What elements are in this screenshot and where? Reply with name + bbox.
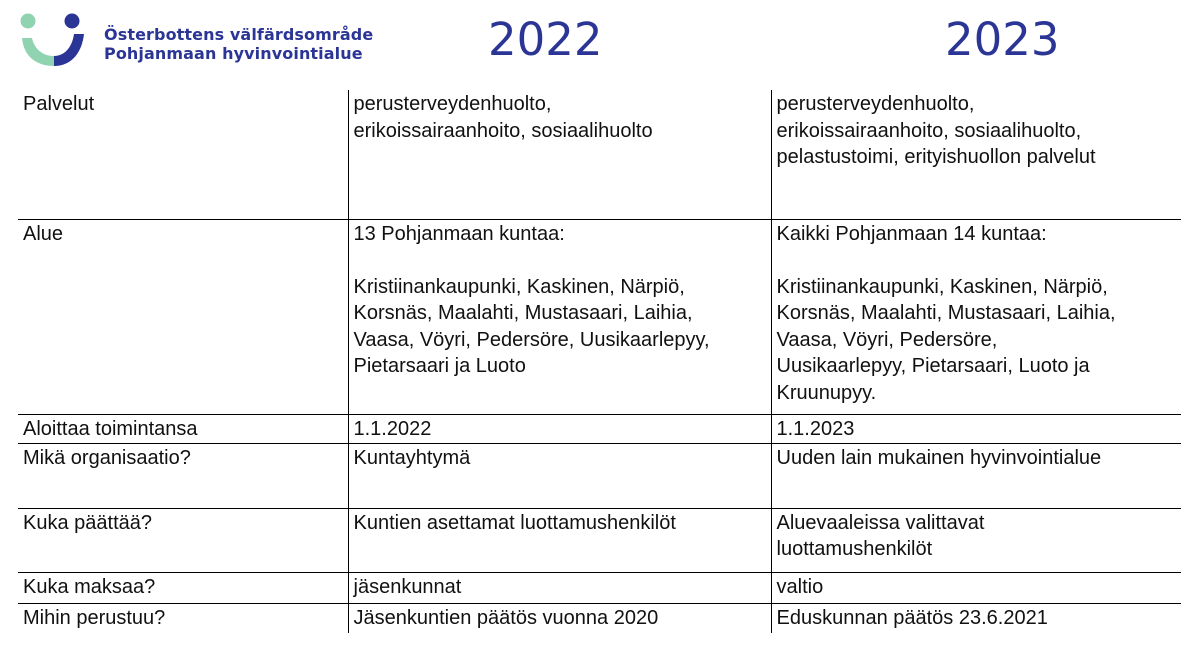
year-heading-2023: 2023	[945, 13, 1060, 66]
cell-2022: Jäsenkuntien päätös vuonna 2020	[348, 603, 771, 633]
cell-2022: perusterveydenhuolto, erikoissairaanhoito, sosiaalihuolto	[348, 90, 771, 219]
comparison-table	[18, 90, 1181, 633]
row-label: Mihin perustuu?	[23, 606, 166, 629]
cell-2023: Aluevaaleissa valittavat luottamushenkilöt	[771, 508, 1181, 572]
logo-arc-green	[22, 38, 54, 66]
logo-dot-green	[21, 14, 36, 29]
cell-2023: 1.1.2023	[771, 414, 1181, 443]
row-label: Alue	[18, 219, 348, 414]
organization-name-sv: Österbottens välfärdsområde	[104, 25, 374, 44]
row-label: Aloittaa toimintansa	[18, 414, 348, 443]
cell-2023: Uuden lain mukainen hyvinvointialue	[771, 443, 1181, 508]
table-row	[18, 443, 1181, 508]
row-label: Mikä organisaatio?	[18, 443, 348, 508]
cell-2022: 13 Pohjanmaan kuntaa: Kristiinankaupunki, Kaskinen, Närpiö, Korsnäs, Maalahti, Mustasaari, Laihia, Vaasa, Vöyri, Pedersöre, Uusikaarlepyy, Pietarsaari ja Luoto	[348, 219, 771, 414]
cell-2023: Kaikki Pohjanmaan 14 kuntaa: Kristiinankaupunki, Kaskinen, Närpiö, Korsnäs, Maalahti, Mustasaari, Laihia, Vaasa, Vöyri, Pedersöre, Uusikaarlepyy, Pietarsaari, Luoto ja Kruunupyy.	[771, 219, 1181, 414]
logo-dot-blue	[65, 14, 80, 29]
cell-2022: Kuntayhtymä	[348, 443, 771, 508]
row-label: Palvelut	[18, 90, 348, 219]
row-label: Kuka päättää?	[18, 508, 348, 572]
cell-2023: perusterveydenhuolto, erikoissairaanhoito, sosiaalihuolto, pelastustoimi, erityishuollon palvelut	[771, 90, 1181, 219]
row-label: Kuka maksaa?	[18, 572, 348, 603]
table-row	[18, 508, 1181, 572]
logo-arc-blue	[54, 34, 84, 66]
cell-2023: valtio	[771, 572, 1181, 603]
table-row	[18, 572, 1181, 603]
organization-logo-icon	[20, 8, 100, 72]
table-row	[18, 90, 1181, 219]
table-row	[18, 414, 1181, 443]
cell-2023: Eduskunnan päätös 23.6.2021	[771, 603, 1181, 633]
organization-name	[104, 25, 373, 63]
year-heading-2022: 2022	[488, 13, 603, 66]
table-row	[18, 603, 1181, 633]
cell-2022: jäsenkunnat	[348, 572, 771, 603]
cell-2022: 1.1.2022	[348, 414, 771, 443]
organization-name-fi: Pohjanmaan hyvinvointialue	[104, 44, 363, 63]
table-row	[18, 219, 1181, 414]
cell-2022: Kuntien asettamat luottamushenkilöt	[348, 508, 771, 572]
